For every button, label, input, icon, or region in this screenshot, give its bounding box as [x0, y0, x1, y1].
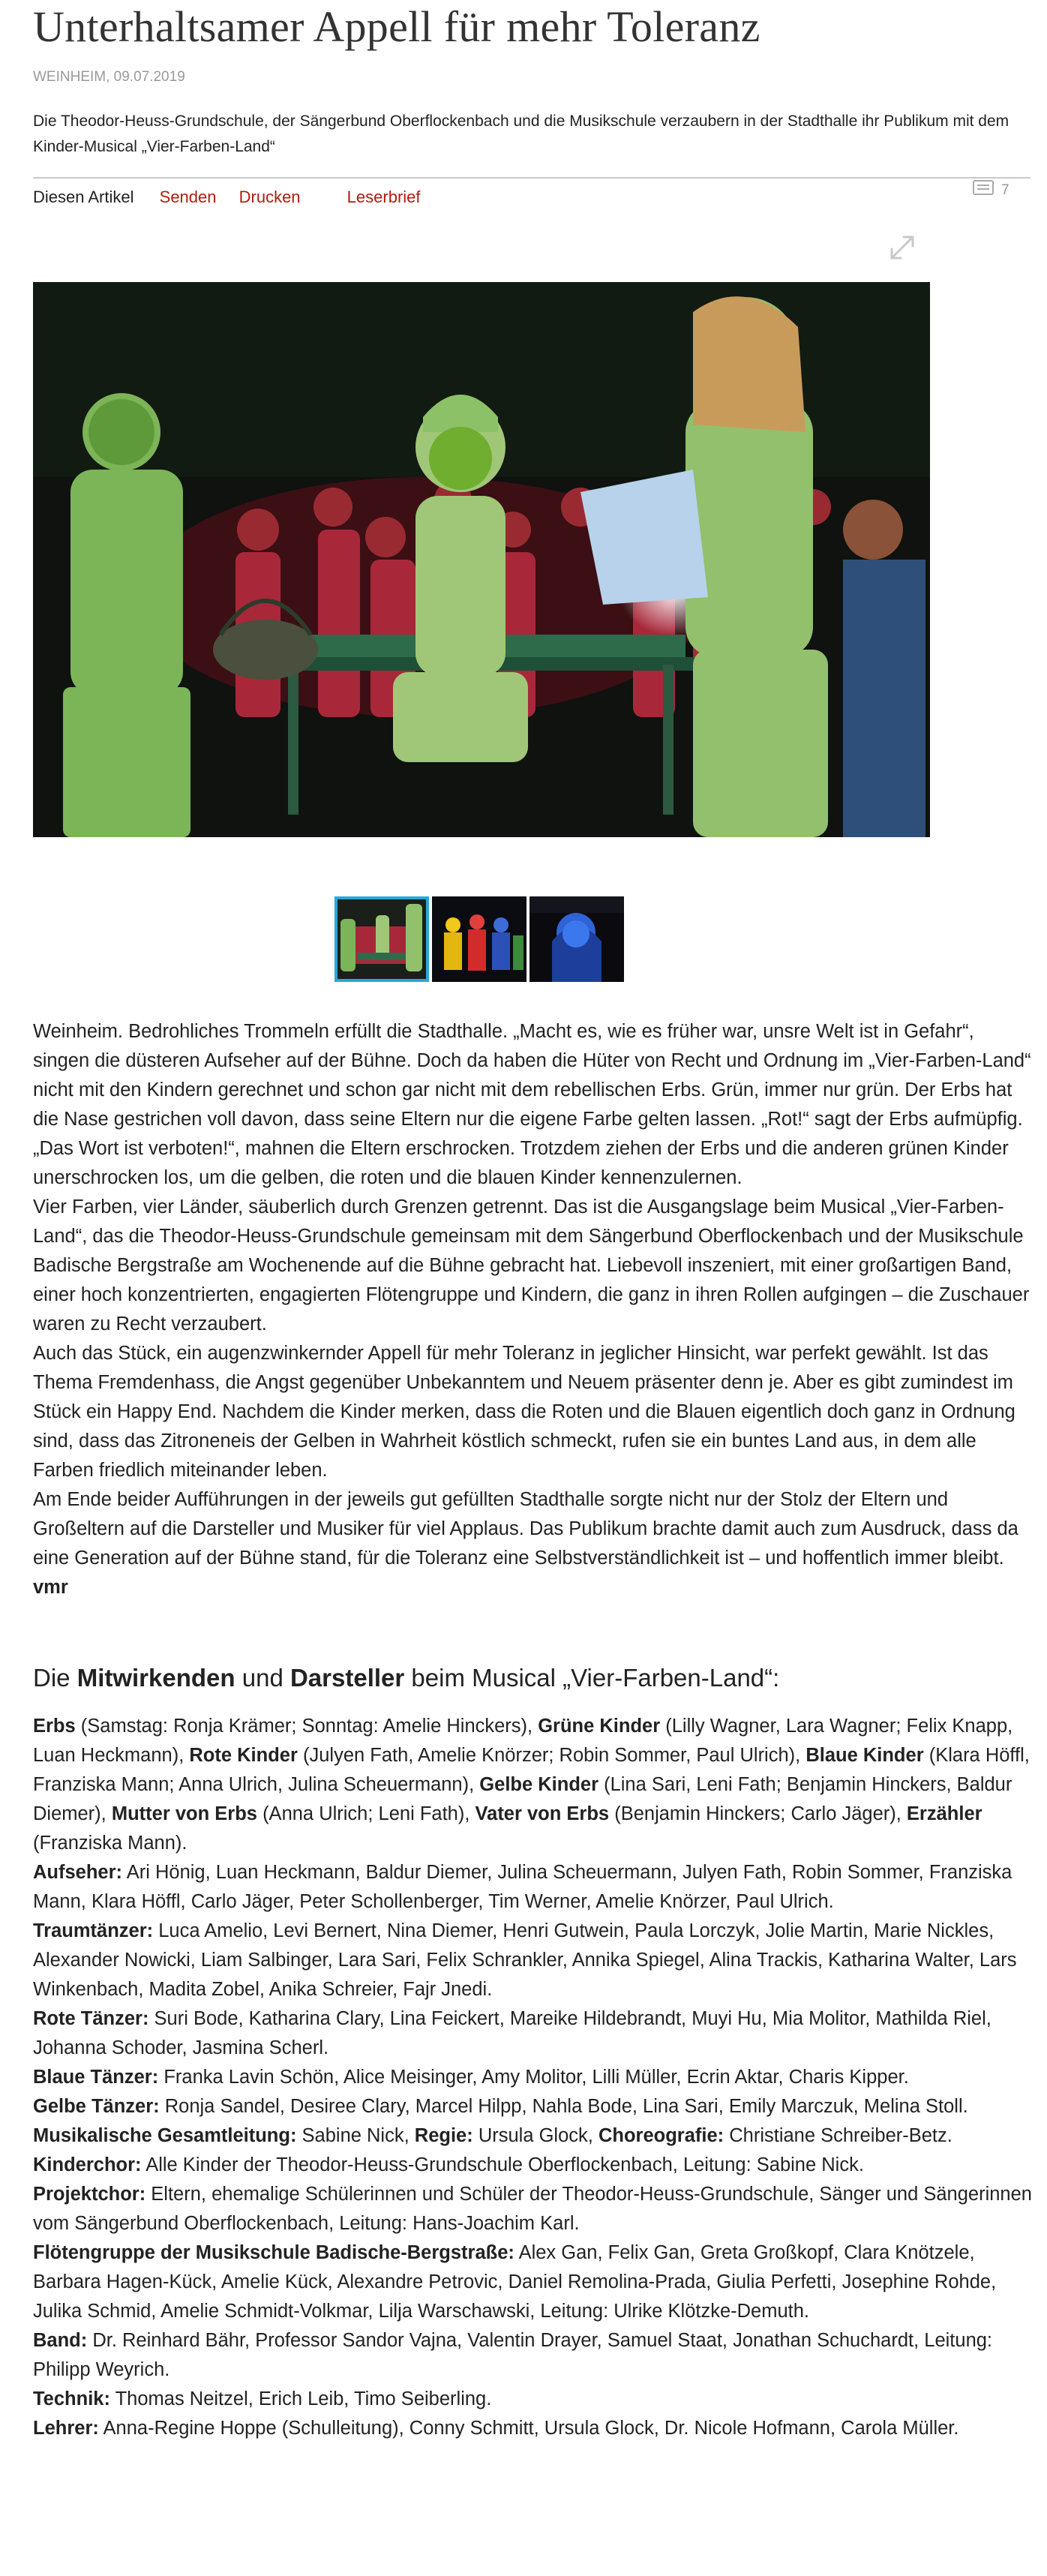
group-label: Technik:	[33, 2388, 110, 2409]
group-label: Aufseher:	[33, 1862, 123, 1883]
group-label: Kinderchor:	[33, 2154, 142, 2175]
cast-heading-bold: Mitwirkenden	[76, 1664, 236, 1692]
body-paragraph-text: Am Ende beider Aufführungen in der jeweils gut gefüllten Stadthalle sorgte nicht nur der Stolz der Eltern und Großeltern auf die Darsteller und Musiker für viel Applaus. Das Publikum brachte damit auch zum Ausdruck, dass da eine Generation auf der Bühne stand, für die Toleranz eine Selbstverständlichkeit ist – und hoffentlich immer bleibt.	[33, 1489, 1018, 1569]
cast-group	[33, 2180, 1032, 2238]
group-label: Choreografie:	[598, 2125, 724, 2146]
group-members: Luca Amelio, Levi Bernert, Nina Diemer, Henri Gutwein, Paula Lorczyk, Jolie Martin, Marie Nickles, Alexander Nowicki, Liam Salbinger, Lara Sari, Felix Schrankler, Annika Spiegel, Alina Trackis, Katharina Walter, Lars Winkenbach, Madita Zobel, Anika Schreier, Fajr Jnedi.	[33, 1920, 1017, 2000]
role-actors: (Benjamin Hinckers; Carlo Jäger),	[614, 1803, 902, 1824]
comment-count: 7	[1001, 182, 1010, 198]
group-label: Regie:	[414, 2125, 473, 2146]
cast-group	[33, 2092, 1032, 2121]
cast-group	[33, 2151, 1032, 2180]
gallery-thumbnail[interactable]	[530, 896, 624, 982]
comment-counter[interactable]	[973, 180, 1010, 201]
cast-group	[33, 2063, 1032, 2092]
group-members: Christiane Schreiber-Betz.	[729, 2125, 952, 2146]
cast-roles	[33, 1712, 1032, 1858]
cast-group	[33, 1858, 1032, 1917]
group-label: Projektchor:	[33, 2184, 146, 2205]
role-name: Blaue Kinder	[806, 1745, 924, 1766]
group-label: Traumtänzer:	[33, 1920, 154, 1941]
actions-label: Diesen Artikel	[33, 188, 134, 206]
group-label: Rote Tänzer:	[33, 2008, 149, 2029]
group-label: Gelbe Tänzer:	[33, 2096, 160, 2117]
body-paragraph: Auch das Stück, ein augenzwinkernder Appell für mehr Toleranz in jeglicher Hinsicht, war perfekt gewählt. Ist das Thema Fremdenhass, die Angst gegenüber Unbekanntem und Neuem präsenter denn je. Aber es gibt zumindest im Stück ein Happy End. Nachdem die Kinder merken, dass die Roten und die Blauen eigentlich doch ganz in Ordnung sind, dass das Zitroneneis der Gelben in Wahrheit köstlich schmeckt, rufen sie ein buntes Land aus, in dem alle Farben friedlich miteinander leben.	[33, 1343, 1016, 1481]
role-actors: (Lilly Wagner, Lara Wagner; Felix Knapp, Luan Heckmann),	[33, 1716, 1013, 1766]
role-actors: (Anna Ulrich; Leni Fath),	[262, 1803, 470, 1824]
cast-heading-part: beim Musical „Vier-Farben-Land“:	[411, 1664, 780, 1692]
cast-heading-bold: Darsteller	[290, 1664, 405, 1692]
group-label: Blaue Tänzer:	[33, 2067, 159, 2088]
article-headline: Unterhaltsamer Appell für mehr Toleranz	[33, 2, 760, 51]
gallery-thumbnail[interactable]	[432, 896, 526, 982]
article-body	[33, 1017, 1032, 1602]
cast-group	[33, 2238, 1032, 2326]
gallery-thumbnails	[334, 896, 624, 982]
role-name: Erzähler	[906, 1803, 982, 1824]
group-label: Lehrer:	[33, 2418, 99, 2439]
group-members: Dr. Reinhard Bähr, Professor Sandor Vajna, Valentin Drayer, Samuel Staat, Jonathan Schuchardt, Leitung: Philipp Weyrich.	[33, 2330, 993, 2380]
cast-group	[33, 2004, 1032, 2063]
cast-heading-part: und	[242, 1664, 284, 1692]
group-members: Eltern, ehemalige Schülerinnen und Schüler der Theodor-Heuss-Grundschule, Sänger und Sängerinnen vom Sängerbund Oberflockenbach, Leitung: Hans-Joachim Karl.	[33, 2184, 1032, 2234]
group-members: Alle Kinder der Theodor-Heuss-Grundschule Oberflockenbach, Leitung: Sabine Nick.	[146, 2154, 864, 2175]
article-actions	[33, 188, 439, 207]
role-actors: (Lina Sari, Leni Fath; Benjamin Hinckers, Baldur Diemer),	[33, 1774, 1012, 1824]
group-label: Musikalische Gesamtleitung:	[33, 2125, 297, 2146]
role-name: Erbs	[33, 1716, 76, 1737]
role-name: Gelbe Kinder	[479, 1774, 598, 1795]
body-paragraph: Weinheim. Bedrohliches Trommeln erfüllt die Stadthalle. „Macht es, wie es früher war, unsre Welt ist in Gefahr“, singen die düsteren Aufseher auf der Bühne. Doch da haben die Hüter von Recht und Ordnung im „Vier-Farben-Land“ nicht mit den Kindern gerechnet und schon gar nicht mit dem rebellischen Erbs. Grün, immer nur grün. Der Erbs hat die Nase gestrichen voll davon, dass seine Eltern nur die eigene Farbe gelten lassen. „Rot!“ sagt der Erbs aufmüpfig. „Das Wort ist verboten!“, mahnen die Eltern erschrocken. Trotzdem ziehen der Erbs und die anderen grünen Kinder unerschrocken los, um die gelben, die roten und die blauen Kinder kennenzulernen.	[33, 1021, 1031, 1188]
comment-icon	[973, 180, 995, 201]
group-members: Thomas Neitzel, Erich Leib, Timo Seiberling.	[115, 2388, 492, 2409]
group-members: Ari Hönig, Luan Heckmann, Baldur Diemer, Julina Scheuermann, Julyen Fath, Robin Sommer, Franziska Mann, Klara Höffl, Carlo Jäger, Peter Schollenberger, Tim Werner, Amelie Knörzer, Paul Ulrich.	[33, 1862, 1012, 1912]
print-link[interactable]: Drucken	[238, 188, 301, 206]
role-name: Grüne Kinder	[538, 1716, 661, 1737]
role-actors: (Samstag: Ronja Krämer; Sonntag: Amelie Hinckers),	[80, 1716, 533, 1737]
group-members: Sabine Nick,	[302, 2125, 410, 2146]
body-paragraph	[33, 1485, 1032, 1602]
cast-group	[33, 2385, 1032, 2414]
expand-icon[interactable]	[887, 233, 917, 263]
cast-heading	[33, 1664, 779, 1692]
group-members: Alex Gan, Felix Gan, Greta Großkopf, Clara Knötzele, Barbara Hagen-Kück, Amelie Kück, Alexandre Petrovic, Daniel Remolina-Prada, Giulia Perfetti, Josephine Rohde, Julika Schmid, Amelie Schmidt-Volkmar, Lilja Warschawski, Leitung: Ulrike Klötzke-Demuth.	[33, 2242, 997, 2322]
group-label: Flötengruppe der Musikschule Badische-Bergstraße:	[33, 2242, 514, 2263]
role-actors: (Franziska Mann).	[33, 1833, 188, 1854]
role-name: Mutter von Erbs	[111, 1803, 257, 1824]
group-label: Band:	[33, 2330, 88, 2351]
cast-list	[33, 1712, 1032, 2443]
article-dateline: WEINHEIM, 09.07.2019	[33, 69, 185, 85]
article-photo[interactable]	[33, 282, 930, 837]
role-actors: (Julyen Fath, Amelie Knörzer; Robin Sommer, Paul Ulrich),	[302, 1745, 801, 1766]
article-teaser: Die Theodor-Heuss-Grundschule, der Sängerbund Oberflockenbach und die Musikschule verzaubern in der Stadthalle ihr Publikum mit dem Kinder-Musical „Vier-Farben-Land“	[33, 113, 1010, 155]
divider	[33, 177, 1030, 179]
cast-group	[33, 2326, 1032, 2385]
group-members: Ursula Glock,	[478, 2125, 593, 2146]
role-name: Rote Kinder	[189, 1745, 298, 1766]
cast-heading-part: Die	[33, 1664, 70, 1692]
group-members: Suri Bode, Katharina Clary, Lina Feickert, Mareike Hildebrandt, Muyi Hu, Mia Molitor, Mathilda Riel, Johanna Schoder, Jasmina Scherl.	[33, 2008, 992, 2058]
cast-group	[33, 2414, 1032, 2443]
gallery-thumbnail[interactable]	[334, 896, 429, 982]
role-name: Vater von Erbs	[475, 1803, 610, 1824]
send-link[interactable]: Senden	[159, 188, 217, 206]
cast-group	[33, 1917, 1032, 2004]
group-members: Ronja Sandel, Desiree Clary, Marcel Hilpp, Nahla Bode, Lina Sari, Emily Marczuk, Melina Stoll.	[164, 2096, 968, 2117]
body-paragraph: Vier Farben, vier Länder, säuberlich durch Grenzen getrennt. Das ist die Ausgangslage beim Musical „Vier-Farben-Land“, das die Theodor-Heuss-Grundschule gemeinsam mit dem Sängerbund Oberflockenbach und der Musikschule Badische Bergstraße am Wochenende auf die Bühne gebracht hat. Liebevoll inszeniert, mit einer großartigen Band, einer hoch konzentrierten, engagierten Flötengruppe und Kindern, die ganz in ihren Rollen aufgingen – die Zuschauer waren zu Recht verzaubert.	[33, 1196, 1030, 1335]
reader-letter-link[interactable]: Leserbrief	[346, 188, 421, 206]
author-tag: vmr	[33, 1577, 68, 1598]
role-actors: (Klara Höffl, Franziska Mann; Anna Ulrich, Julina Scheuermann),	[33, 1745, 1030, 1795]
group-members: Anna-Regine Hoppe (Schulleitung), Conny Schmitt, Ursula Glock, Dr. Nicole Hofmann, Carola Müller.	[103, 2418, 959, 2439]
chevron-right-icon[interactable]	[927, 542, 957, 579]
cast-group	[33, 2121, 1032, 2151]
group-members: Franka Lavin Schön, Alice Meisinger, Amy Molitor, Lilli Müller, Ecrin Aktar, Charis Kipper.	[164, 2067, 909, 2088]
